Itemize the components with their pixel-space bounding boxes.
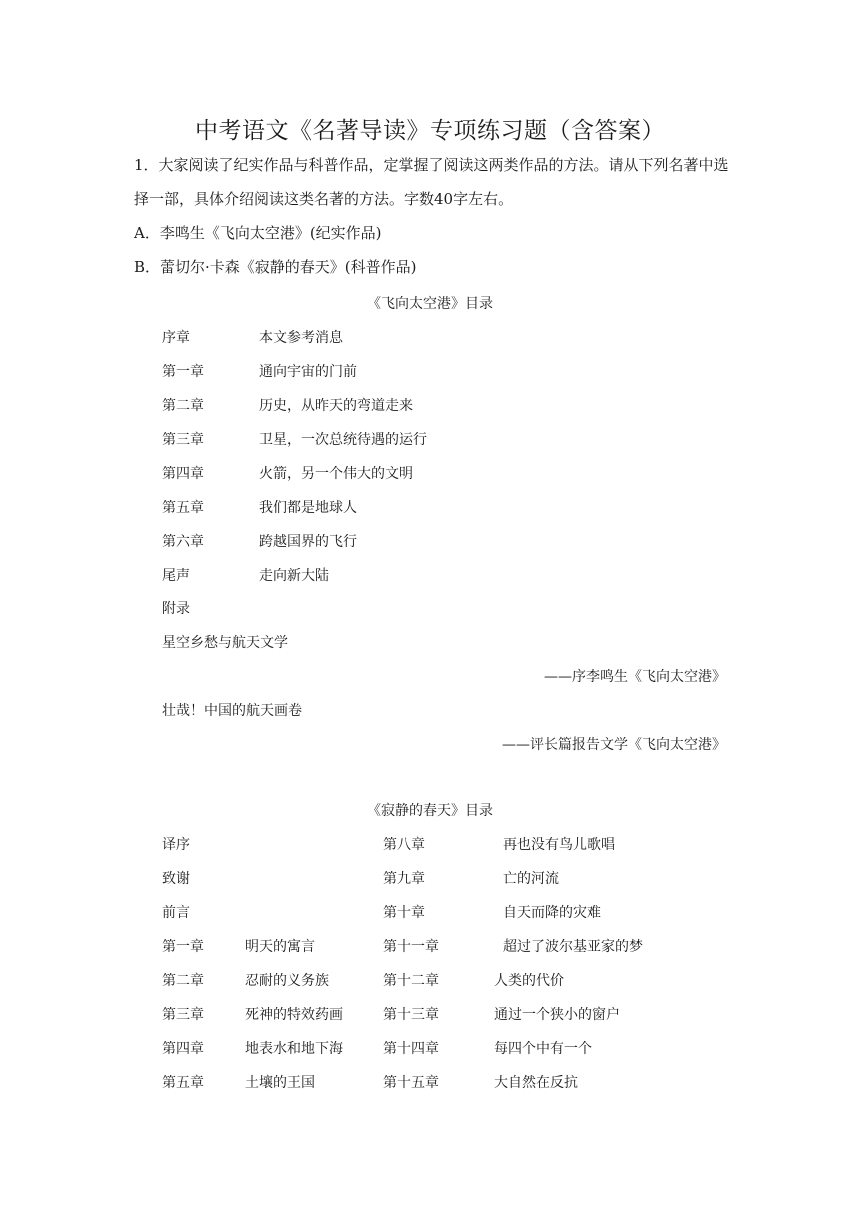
option-b: B．蕾切尔·卡森《寂静的春天》(科普作品)	[134, 258, 417, 276]
toc2-left-chapter: 第二章	[162, 973, 204, 989]
question-line-2: 择一部，具体介绍阅读这类名著的方法。字数40字左右。	[134, 190, 514, 208]
toc2-left-chapter: 第五章	[162, 1075, 204, 1091]
toc2-right-chapter-name: 超过了波尔基亚家的梦	[503, 939, 643, 955]
toc2-right-chapter-name: 人类的代价	[494, 973, 564, 989]
toc2-left-chapter-name: 死神的特效药画	[245, 1007, 343, 1023]
toc1-chapter-name: 历史，从昨天的弯道走来	[259, 398, 413, 414]
toc1-chapter-name: 火箭，另一个伟大的文明	[259, 466, 413, 482]
toc2-right-chapter-name: 亡的河流	[503, 871, 559, 887]
toc1-chapter: 第六章	[162, 534, 204, 550]
toc2-right-chapter: 第十二章	[383, 973, 439, 989]
toc1-chapter-name: 通向宇宙的门前	[259, 364, 357, 380]
toc2-left-chapter: 第四章	[162, 1041, 204, 1057]
toc1-title: 《飞向太空港》目录	[367, 296, 493, 312]
toc2-left-chapter-name: 忍耐的义务族	[245, 973, 329, 989]
toc2-right-chapter: 第十五章	[383, 1075, 439, 1091]
toc1-chapter: 第一章	[162, 364, 204, 380]
toc2-right-chapter: 第十四章	[383, 1041, 439, 1057]
toc2-right-chapter: 第八章	[383, 837, 425, 853]
toc1-chapter-name: 跨越国界的飞行	[259, 534, 357, 550]
toc2-left-chapter: 第一章	[162, 939, 204, 955]
toc1-chapter: 第二章	[162, 398, 204, 414]
toc2-right-chapter: 第十三章	[383, 1007, 439, 1023]
toc2-left-chapter: 第三章	[162, 1007, 204, 1023]
toc1-chapter: 序章	[162, 330, 190, 346]
option-a: A．李鸣生《飞向太空港》(纪实作品)	[134, 224, 382, 242]
appendix-source-2: ——评长篇报告文学《飞向太空港》	[502, 737, 726, 753]
toc2-left-chapter-name: 明天的寓言	[245, 939, 315, 955]
toc2-right-chapter: 第九章	[383, 871, 425, 887]
toc2-left-chapter-name: 土壤的王国	[245, 1075, 315, 1091]
toc1-chapter: 尾声	[162, 568, 190, 584]
toc2-right-chapter-name: 再也没有鸟儿歌唱	[503, 837, 615, 853]
page-title: 中考语文《名著导读》专项练习题（含答案）	[195, 118, 665, 144]
toc1-chapter-name: 我们都是地球人	[259, 500, 357, 516]
toc2-left-chapter: 译序	[162, 837, 190, 853]
toc1-chapter-name: 本文参考消息	[259, 330, 343, 346]
toc2-right-chapter-name: 自天而降的灾难	[503, 905, 601, 921]
question-line-1: 1．大家阅读了纪实作品与科普作品，定掌握了阅读这两类作品的方法。请从下列名著中选	[134, 156, 729, 174]
toc2-left-chapter: 致谢	[162, 871, 190, 887]
toc1-chapter-name: 走向新大陆	[259, 568, 329, 584]
toc1-chapter-name: 卫星，一次总统待遇的运行	[259, 432, 427, 448]
toc2-right-chapter-name: 大自然在反抗	[494, 1075, 578, 1091]
appendix-label: 附录	[162, 601, 190, 617]
toc1-chapter: 第五章	[162, 500, 204, 516]
appendix-item-1: 星空乡愁与航天文学	[162, 635, 288, 651]
toc2-left-chapter-name: 地表水和地下海	[245, 1041, 343, 1057]
toc1-chapter: 第四章	[162, 466, 204, 482]
toc2-right-chapter: 第十章	[383, 905, 425, 921]
toc2-left-chapter: 前言	[162, 905, 190, 921]
toc2-right-chapter-name: 通过一个狭小的窗户	[494, 1007, 620, 1023]
toc2-right-chapter-name: 每四个中有一个	[494, 1041, 592, 1057]
toc2-title: 《寂静的春天》目录	[367, 803, 493, 819]
toc2-right-chapter: 第十一章	[383, 939, 439, 955]
appendix-source-1: ——序李鸣生《飞向太空港》	[544, 669, 726, 685]
toc1-chapter: 第三章	[162, 432, 204, 448]
appendix-item-2: 壮哉！中国的航天画卷	[162, 703, 302, 719]
